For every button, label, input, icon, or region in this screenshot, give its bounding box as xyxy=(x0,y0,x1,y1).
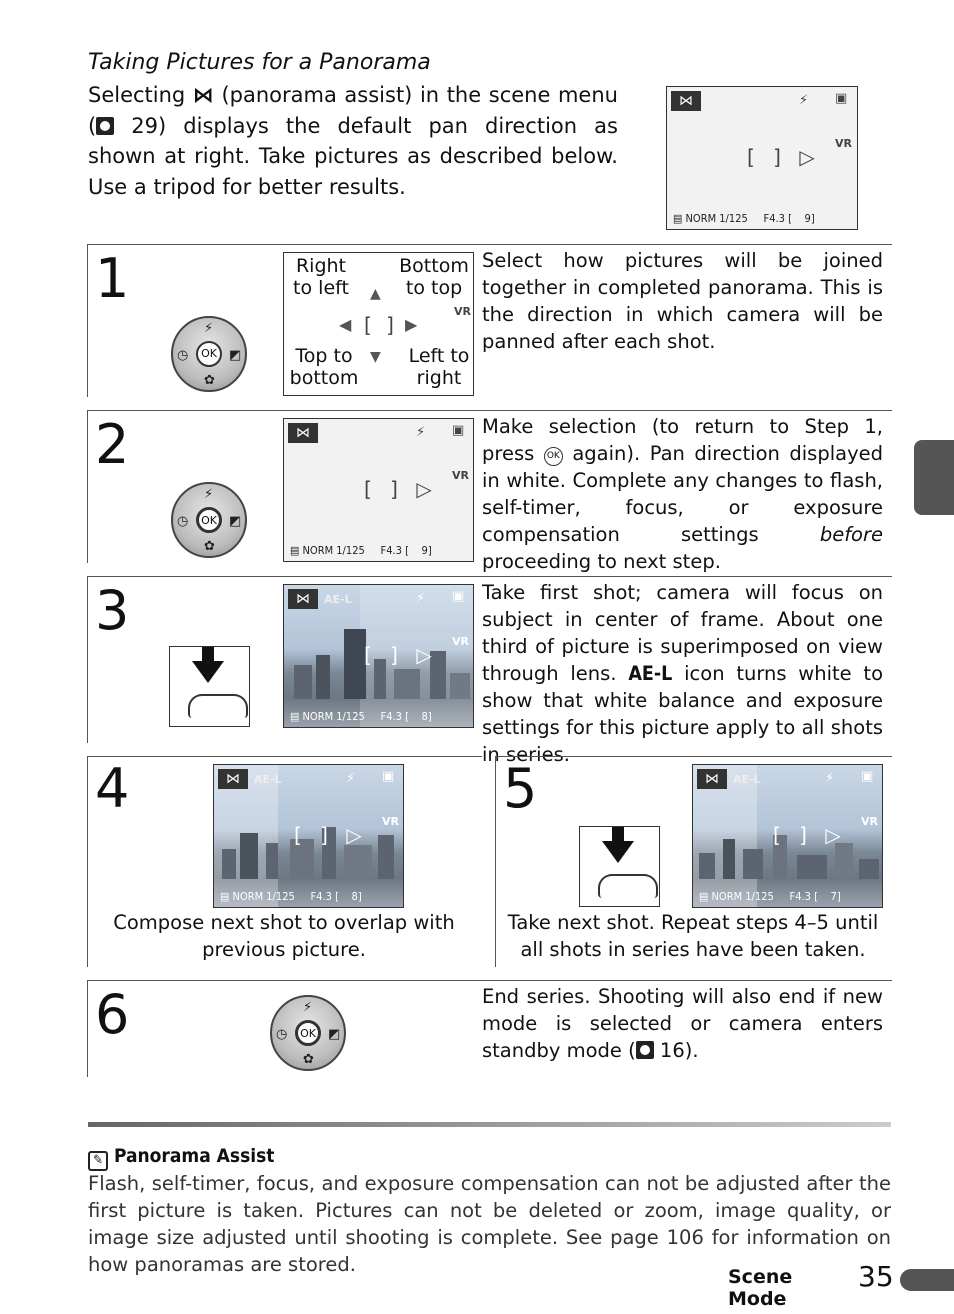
label-bottom-to-top: Bottom to top xyxy=(396,255,472,299)
step-2-text-b: again). Pan direction displayed in white. Complete any changes to flash, self-timer, focus, or exposure compensation settings xyxy=(482,442,883,546)
exposures-remaining: 9 xyxy=(421,544,428,557)
step-2-text-c: proceeding to next step. xyxy=(482,550,721,573)
aperture: F4.3 xyxy=(380,544,402,557)
step-3-text xyxy=(482,579,883,768)
panorama-mode-icon: ⋈ xyxy=(697,769,727,789)
step-6-text-b: 16). xyxy=(659,1039,699,1062)
exposures-remaining: 8 xyxy=(421,710,428,723)
exposure-comp-icon: ◩ xyxy=(229,514,242,529)
step-5-number: 5 xyxy=(503,757,538,820)
flash-icon: ⚡ xyxy=(825,771,835,786)
self-timer-icon: ◷ xyxy=(276,1027,288,1042)
panorama-assist-icon: ⋈ xyxy=(192,83,214,107)
status-bar: ▤ NORM 1/125 F4.3 [ 7] xyxy=(699,890,841,903)
quality-label: NORM xyxy=(685,212,717,225)
quality-label: NORM xyxy=(302,710,334,723)
page-reference-icon xyxy=(96,117,114,135)
intro-text-a: Selecting xyxy=(88,83,186,107)
footer-section-title: Scene Mode xyxy=(728,1266,793,1310)
flash-icon: ⚡ xyxy=(416,425,426,440)
step-4-monitor-display xyxy=(213,764,404,908)
page-number: 35 xyxy=(858,1260,894,1293)
panorama-mode-icon: ⋈ xyxy=(218,769,248,789)
finger-icon xyxy=(598,874,658,898)
focus-brackets: [ ] ▷ xyxy=(364,643,438,667)
shutter-speed: 1/125 xyxy=(745,890,774,903)
macro-icon: ✿ xyxy=(204,539,215,554)
quality-label: NORM xyxy=(232,890,264,903)
step-1-text: Select how pictures will be joined together in completed panorama. This is the direction in which camera will be panned after each shot. xyxy=(482,249,883,353)
exposure-comp-icon: ◩ xyxy=(328,1027,341,1042)
page-reference-icon xyxy=(636,1041,654,1059)
internal-memory-icon: ▣ xyxy=(861,769,874,784)
shutter-press-illustration xyxy=(169,646,250,727)
flash-icon: ⚡ xyxy=(303,1000,313,1015)
flash-icon: ⚡ xyxy=(204,487,214,502)
panorama-mode-icon: ⋈ xyxy=(288,589,318,609)
press-arrow-stem xyxy=(202,647,214,661)
right-arrow-icon: ▶ xyxy=(405,315,418,334)
focus-brackets: [ ] ▷ xyxy=(294,823,368,847)
quality-label: NORM xyxy=(711,890,743,903)
flash-icon: ⚡ xyxy=(346,771,356,786)
status-bar: ▤ NORM 1/125 F4.3 [ 9] xyxy=(673,212,815,225)
internal-memory-icon: ▣ xyxy=(382,769,395,784)
macro-icon: ✿ xyxy=(303,1052,314,1067)
exposures-remaining: 9 xyxy=(804,212,811,225)
ok-button-icon: OK xyxy=(295,1020,321,1046)
vr-indicator: VR xyxy=(454,305,471,318)
multi-selector-press-ok xyxy=(171,482,247,558)
exposure-comp-icon: ◩ xyxy=(229,348,242,363)
step-4-number: 4 xyxy=(95,757,130,820)
self-timer-icon: ◷ xyxy=(177,348,189,363)
shutter-press-illustration xyxy=(579,826,660,907)
step-2-monitor-display xyxy=(283,418,474,562)
step-3-monitor-display xyxy=(283,584,474,728)
focus-brackets: [ ] ▷ xyxy=(364,477,438,501)
shutter-speed: 1/125 xyxy=(266,890,295,903)
quality-label: NORM xyxy=(302,544,334,557)
focus-brackets: [ ] ▷ xyxy=(747,145,821,169)
shutter-speed: 1/125 xyxy=(336,544,365,557)
ok-button-icon: OK xyxy=(196,341,222,367)
ae-lock-indicator: AE-L xyxy=(324,593,352,606)
up-arrow-icon: ▲ xyxy=(370,286,381,302)
focus-brackets: [ ] ▷ xyxy=(773,823,847,847)
step-5-caption: Take next shot. Repeat steps 4–5 until all shots in series have been taken. xyxy=(507,911,879,961)
aperture: F4.3 xyxy=(789,890,811,903)
shutter-speed: 1/125 xyxy=(719,212,748,225)
vr-indicator: VR xyxy=(382,815,399,828)
vr-indicator: VR xyxy=(452,469,469,482)
shutter-speed: 1/125 xyxy=(336,710,365,723)
internal-memory-icon: ▣ xyxy=(835,91,848,106)
panorama-mode-icon: ⋈ xyxy=(671,91,701,111)
label-right-to-left: Right to left xyxy=(288,255,354,299)
intro-text-b: (panorama assist) in the scene menu ( xyxy=(88,83,618,138)
section-title: Taking Pictures for a Panorama xyxy=(88,50,431,75)
status-bar: ▤ NORM 1/125 F4.3 [ 8] xyxy=(290,710,432,723)
step-3-text-b: icon turns white to show that white balance and exposure settings for this picture apply to all shots in series. xyxy=(482,662,884,766)
exposures-remaining: 8 xyxy=(351,890,358,903)
pencil-note-icon: ✎ xyxy=(88,1151,108,1171)
vr-indicator: VR xyxy=(452,635,469,648)
panorama-mode-icon: ⋈ xyxy=(288,423,318,443)
exposures-remaining: 7 xyxy=(830,890,837,903)
aperture: F4.3 xyxy=(380,710,402,723)
macro-icon: ✿ xyxy=(204,373,215,388)
status-bar: ▤ NORM 1/125 F4.3 [ 9] xyxy=(290,544,432,557)
step-4-caption: Compose next shot to overlap with previous picture. xyxy=(113,911,455,961)
step-6-text-a: End series. Shooting will also end if new mode is selected or camera enters standby mode ( xyxy=(482,985,883,1062)
label-top-to-bottom: Top to bottom xyxy=(286,345,362,389)
note-heading-text: Panorama Assist xyxy=(113,1145,275,1167)
finger-icon xyxy=(188,694,248,718)
left-arrow-icon: ◀ xyxy=(339,315,352,334)
press-down-arrow-icon xyxy=(192,661,224,683)
step-2-number: 2 xyxy=(95,413,130,476)
focus-brackets: [ ] xyxy=(364,313,398,337)
ae-l-label: AE-L xyxy=(628,662,673,685)
note-body: Flash, self-timer, focus, and exposure compensation can not be adjusted after the first picture is taken. Pictures can not be deleted or zoom, image quality, or image size adjusted until shooting is complete. See page 106 for information on how panoramas are stored. xyxy=(88,1172,891,1276)
intro-monitor-display xyxy=(666,86,858,230)
step-3-text-a: Take first shot; camera will focus on subject in center of frame. About one third of picture is superimposed on view through lens. xyxy=(482,581,883,685)
ae-lock-indicator: AE-L xyxy=(254,773,282,786)
flash-icon: ⚡ xyxy=(799,93,809,108)
step-3-number: 3 xyxy=(95,579,130,642)
aperture: F4.3 xyxy=(310,890,332,903)
press-arrow-stem xyxy=(612,827,624,841)
step-5-monitor-display xyxy=(692,764,883,908)
aperture: F4.3 xyxy=(763,212,785,225)
internal-memory-icon: ▣ xyxy=(452,589,465,604)
step-2-text-em: before xyxy=(819,523,883,546)
intro-paragraph xyxy=(88,80,618,202)
press-down-arrow-icon xyxy=(602,841,634,863)
note-heading xyxy=(88,1145,274,1171)
step-1-number: 1 xyxy=(95,247,130,310)
note-divider xyxy=(88,1122,891,1127)
ok-button-icon: OK xyxy=(196,507,222,533)
down-arrow-icon: ▼ xyxy=(370,349,381,365)
intro-text-c: 29) displays the default pan direction as shown at right. Take pictures as described below. Use a tripod for better results. xyxy=(88,113,618,199)
step-6-text xyxy=(482,983,883,1064)
ok-button-glyph: OK xyxy=(544,447,563,466)
step-2-text-a: Make selection (to return to Step 1, press xyxy=(482,415,883,465)
pan-direction-diagram xyxy=(283,252,474,396)
multi-selector-press-ok xyxy=(270,995,346,1071)
ae-lock-indicator: AE-L xyxy=(733,773,761,786)
label-left-to-right: Left to right xyxy=(406,345,472,389)
step-2-text xyxy=(482,413,883,575)
vr-indicator: VR xyxy=(835,137,852,150)
status-bar: ▤ NORM 1/125 F4.3 [ 8] xyxy=(220,890,362,903)
step-6-number: 6 xyxy=(95,983,130,1046)
chapter-side-tab xyxy=(914,440,954,515)
vr-indicator: VR xyxy=(861,815,878,828)
footer-tab xyxy=(900,1269,954,1291)
self-timer-icon: ◷ xyxy=(177,514,189,529)
flash-icon: ⚡ xyxy=(416,591,426,606)
internal-memory-icon: ▣ xyxy=(452,423,465,438)
multi-selector-press-up xyxy=(171,316,247,392)
flash-icon: ⚡ xyxy=(204,321,214,336)
